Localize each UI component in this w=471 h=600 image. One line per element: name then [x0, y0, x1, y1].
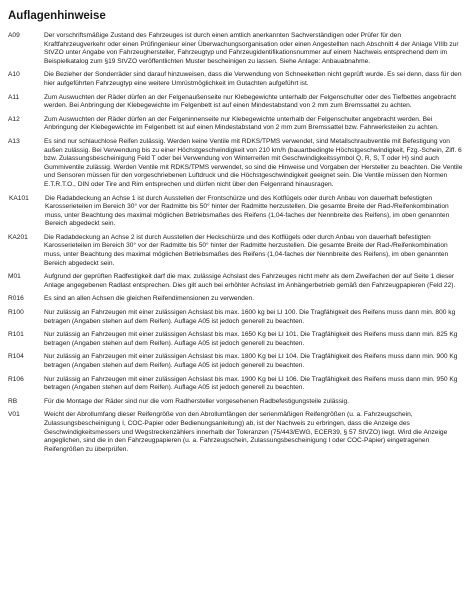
entry-text: Der vorschriftsmäßige Zustand des Fahrzeuges ist durch einen amtlich anerkannten Sachverständigen oder Prüfer für den Kraftfahrzeugverkehr oder einen Prüfingenieur einer Überwachungsorganisation oder einen Angestellten nach Abschnitt 4 der Anlage VIIIb zur StVZO unter Angabe von Fahrzeughersteller, Fahrzeugtyp und Fahrzeugidentifikationsnummer auf einem Nachweis entsprechend dem im Beispielkatalog zum §19 StVZO veröffentlichten Muster bescheinigen zu lassen. Siehe Anlage: Anbauabnahme. — [44, 32, 459, 65]
entry-text: Es sind an allen Achsen die gleichen Reifendimensionen zu verwenden. — [44, 295, 255, 303]
entry-code: KA201 — [8, 233, 28, 241]
entry-code: A11 — [8, 93, 20, 101]
entry-text: Zum Auswuchten der Räder dürfen an der Felgeninnenseite nur Klebegewichte unterhalb der Felgenschulter angebracht werden. Bei Anbringung der Klebegewichte im Felgenbett ist auf einen Mindestabstand von 2 mm zum Bremssattel bzw. Fahrwerksteilen zu achten. — [44, 115, 439, 132]
entry-ka101 — [8, 195, 463, 229]
entry-r106 — [8, 376, 463, 393]
entry-text: Nur zulässig an Fahrzeugen mit einer zulässigen Achslast bis max. 1650 Kg bei LI 101. Die Tragfähigkeit des Reifens muss dann min. 825 Kg betragen (Angaben stehen auf dem Reifen). Auflage A05 ist jedoch generell zu beachten. — [44, 331, 458, 347]
entry-code: R106 — [8, 375, 24, 383]
page-title: Auflagenhinweise — [8, 10, 106, 22]
entry-code: M01 — [8, 273, 21, 281]
entry-text: Aufgrund der geprüften Radfestigkeit darf die max. zulässige Achslast des Fahrzeuges nicht mehr als dem Zweifachen der auf Seite 1 dieser Anlage angegebenen Radlast entsprechen. Dies gilt auch bei erhöhter Achslast im Anhängerbetrieb gemäß den Fahrzeugpapieren (Feld 22). — [44, 273, 456, 289]
entry-r101 — [8, 331, 463, 348]
entry-code: V01 — [8, 411, 20, 419]
entry-code: A10 — [8, 71, 20, 79]
entry-code: KA101 — [9, 194, 29, 202]
entries-list — [8, 32, 463, 454]
entry-code: R104 — [8, 353, 24, 361]
entry-a09 — [8, 32, 463, 66]
entry-r016 — [8, 295, 463, 304]
entry-text: Die Radabdeckung an Achse 1 ist durch Ausstellen der Frontschürze und des Kotflügels oder durch Anbau von dauerhaft befestigten Karosserieteilen im Bereich 30° vor der Radmitte bis 50° hinter der Radmitte herzustellen. Die gesamte Breite der Rad-/Reifenkombination muss, unter Beachtung des maximal möglichen Betriebsmaßes des Reifens (1,04-faches der Nennbreite des Reifens), im oben genannten Bereich abgedeckt sein. — [45, 194, 450, 228]
entry-m01 — [8, 273, 463, 290]
entry-text: Für die Montage der Räder sind nur die vom Radhersteller vorgesehenen Radbefestigungsteile zulässig. — [44, 397, 349, 405]
entry-a10 — [8, 71, 463, 88]
entry-a13 — [8, 138, 463, 190]
entry-code: RB — [8, 397, 18, 405]
entry-code: A13 — [8, 137, 20, 145]
entry-a11 — [8, 94, 463, 111]
entry-text: Weicht der Abrollumfang dieser Reifengröße von den Abrollumfängen der serienmäßigen Reifengrößen (u. a. Fahrzeugschein, Zulassungsbescheinigung I, COC-Papier oder Bedienungsanleitung) ab, ist der Nachweis zu erbringen, dass die Anzeige des Geschwindigkeitsmessers und Wegstreckenzählers innerhalb der Toleranzen (75/443/EWG, ECER39, § 57 StVZO) liegt. Wird die Anzeige angeglichen, sind die in den Fahrzeugpapieren (u. a. Fahrzeugschein, Zulassungsbescheinigung I oder COC-Papier) eingetragenen Reifengrößen zu überprüfen. — [44, 411, 448, 453]
entry-ka201 — [8, 234, 463, 268]
entry-text: Es sind nur schlauchlose Reifen zulässig. Werden keine Ventile mit RDKS/TPMS verwendet, sind Metallschraubventile mit Befestigung von außen zulässig. Bei Verwendung bis zu einer Höchstgeschwindigkeit von 210 km/h (bauartbedingte Höchstgeschwindigkeit, Fzg.-Schein, Ziff. 6 bzw. Zulassungsbescheinigung Feld T oder bei Verwendung von Winterreifen mit Geschwindigkeitssymbol Q, R, S, T oder H) sind auch Gummiventile zulässig. Werden Ventile mit RDKS/TPMS verwendet, so sind die Hinweise und Vorgaben der Hersteller zu beachten. Die Ventile und Sensoren müssen für den vorgeschriebenen Luftdruck und die Höchstgeschwindigkeit geeignet sein. Die Ventile müssen den Normen E.T.R.T.O., DIN oder Tire and Rim entsprechen und dürfen nicht über den Felgenrand hinausragen. — [44, 137, 463, 188]
entry-r104 — [8, 353, 463, 370]
entry-r100 — [8, 309, 463, 326]
entry-code: R101 — [8, 331, 24, 339]
entry-text: Die Bezieher der Sonderräder sind darauf hinzuweisen, dass die Verwendung von Schneeketten nicht geprüft wurde. Es sei denn, dass für den hier aufgeführten Fahrzeugtyp eine weitere Umrüstmöglichkeit im Gutachten aufgeführt ist. — [44, 71, 462, 87]
entry-code: R100 — [8, 309, 24, 317]
entry-text: Nur zulässig an Fahrzeugen mit einer zulässigen Achslast bis max. 1600 kg bei LI 100. Die Tragfähigkeit des Reifens muss dann min. 800 kg betragen (Angaben stehen auf dem Reifen). Auflage A05 ist jedoch generell zu beachten. — [44, 309, 456, 325]
entry-text: Nur zulässig an Fahrzeugen mit einer zulässigen Achslast bis max. 1900 Kg bei LI 106. Die Tragfähigkeit des Reifens muss dann min. 950 Kg betragen (Angaben stehen auf dem Reifen). Auflage A05 ist jedoch generell zu beachten. — [44, 375, 458, 392]
entry-rb — [8, 398, 463, 407]
entry-v01 — [8, 411, 463, 454]
entry-a12 — [8, 116, 463, 133]
entry-text: Zum Auswuchten der Räder dürfen an der Felgenaußenseite nur Klebegewichte unterhalb der Felgenschulter oder des Tiefbettes angebracht werden. Bei Anbringung der Klebegewichte im Felgenbett ist auf einen Mindestabstand von 2 mm zum Bremssattel zu achten. — [44, 93, 456, 110]
entry-text: Nur zulässig an Fahrzeugen mit einer zulässigen Achslast bis max. 1800 Kg bei LI 104. Die Tragfähigkeit des Reifens muss dann min. 900 Kg betragen (Angaben stehen auf dem Reifen). Auflage A05 ist jedoch generell zu beachten. — [44, 353, 458, 369]
entry-code: A09 — [8, 32, 20, 39]
entry-code: A12 — [8, 115, 20, 123]
entry-text: Die Radabdeckung an Achse 2 ist durch Ausstellen der Heckschürze und des Kotflügels oder durch Anbau von dauerhaft befestigten Karosserieteilen im Bereich 30° vor der Radmitte bis 50° hinter der Radmitte herzustellen. Die gesamte Breite der Rad-/Reifenkombination muss, unter Beachtung des maximal möglichen Betriebsmaßes des Reifens (1,04-faches der Nennbreite des Reifens), im oben genannten Bereich abgedeckt sein. — [44, 233, 449, 267]
entry-code: R016 — [8, 295, 24, 303]
